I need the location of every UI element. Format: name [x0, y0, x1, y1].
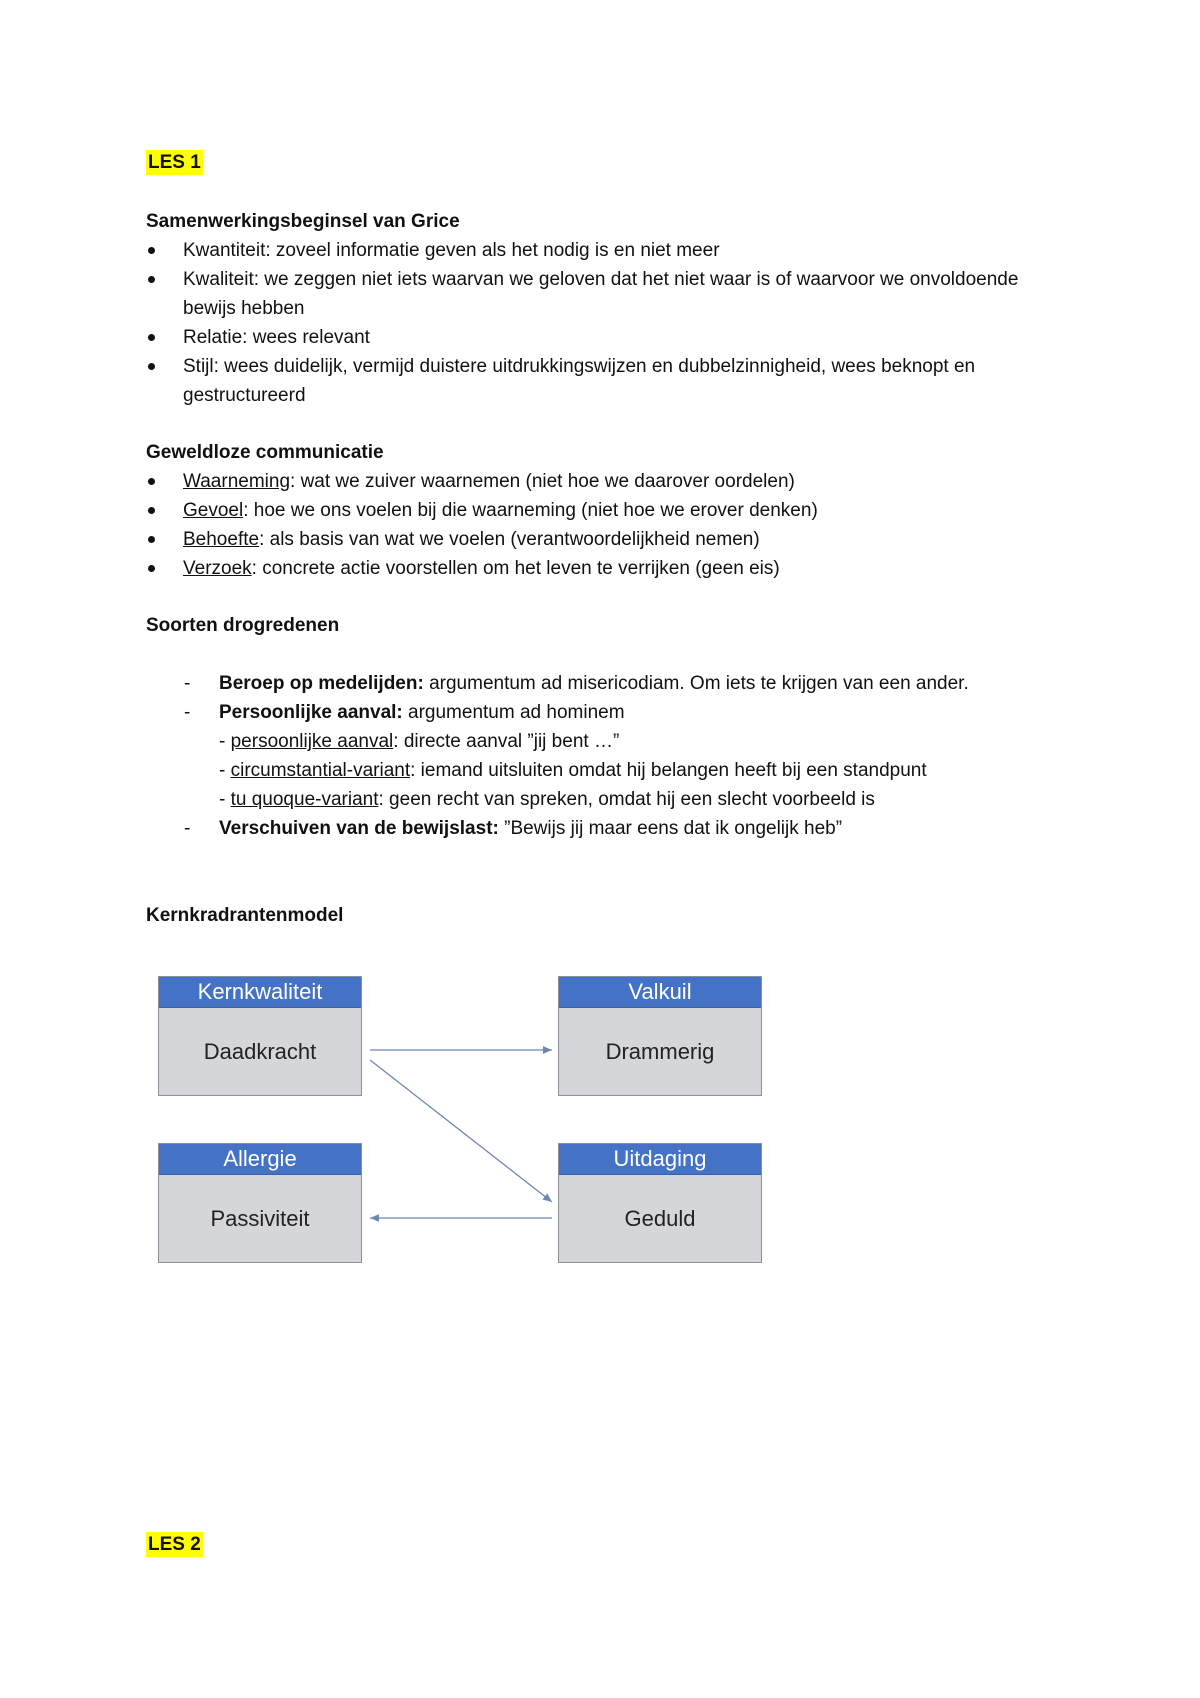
grice-item-relatie: Relatie: wees relevant: [146, 323, 1066, 352]
box-kernkwaliteit-value: Daadkracht: [203, 1039, 317, 1064]
drog-sub-persoonlijke-aanval: - persoonlijke aanval: directe aanval ”jij bent …”: [219, 731, 620, 752]
grice-item-kwaliteit: Kwaliteit: we zeggen niet iets waarvan we geloven dat het niet waar is of waarvoor we onvoldoende bewijs hebben: [146, 265, 1066, 323]
box-allergie-header: Allergie: [159, 1144, 361, 1175]
drog-list: [146, 669, 1066, 843]
drog-item-medelijden: - Beroep op medelijden: argumentum ad misericodiam. Om iets te krijgen van een ander.: [184, 673, 969, 694]
drog-item-bewijslast: - Verschuiven van de bewijslast: ”Bewijs jij maar eens dat ik ongelijk heb”: [184, 818, 843, 839]
box-valkuil-value: Drammerig: [605, 1039, 715, 1064]
grice-list: [146, 236, 1066, 410]
grice-item-kwantiteit: Kwantiteit: zoveel informatie geven als het nodig is en niet meer: [146, 236, 1066, 265]
kkm-heading: Kernkradrantenmodel: [146, 905, 344, 926]
box-uitdaging-value: Geduld: [624, 1206, 696, 1231]
gc-item-waarneming: Waarneming: wat we zuiver waarnemen (niet hoe we daarover oordelen): [146, 467, 1066, 496]
grice-item-stijl: Stijl: wees duidelijk, vermijd duistere uitdrukkingswijzen en dubbelzinnigheid, wees beknopt en gestructureerd: [146, 352, 1066, 410]
drog-item-persoonlijke-aanval: - Persoonlijke aanval: argumentum ad hominem - persoonlijke aanval: directe aanval ”jij bent …” - circumstantial-variant: iemand uitsluiten omdat hij belangen heeft bij een standpunt - tu quoque-variant: geen recht van spreken, omdat hij een slecht voorbeeld is: [146, 698, 1066, 814]
les-1-label: LES 1: [148, 152, 201, 173]
gc-heading: Geweldloze communicatie: [146, 442, 384, 463]
box-allergie-value: Passiviteit: [210, 1206, 310, 1231]
diagram-arrows: [156, 974, 776, 1274]
box-valkuil-header: Valkuil: [559, 977, 761, 1008]
document-content: [146, 148, 1066, 930]
kernkwadranten-diagram: [156, 974, 776, 1274]
grice-heading: Samenwerkingsbeginsel van Grice: [146, 211, 460, 232]
les-2-label: LES 2: [148, 1534, 201, 1555]
gc-item-gevoel: Gevoel: hoe we ons voelen bij die waarneming (niet hoe we erover denken): [146, 496, 1066, 525]
drog-heading: Soorten drogredenen: [146, 615, 340, 636]
box-kernkwaliteit-header: Kernkwaliteit: [159, 977, 361, 1008]
arrow-kernkwaliteit-to-uitdaging: [370, 1060, 552, 1202]
gc-item-verzoek: Verzoek: concrete actie voorstellen om het leven te verrijken (geen eis): [146, 554, 1066, 583]
gc-item-behoefte: Behoefte: als basis van wat we voelen (verantwoordelijkheid nemen): [146, 525, 1066, 554]
box-uitdaging-header: Uitdaging: [559, 1144, 761, 1175]
gc-list: [146, 467, 1066, 583]
drog-sub-circumstantial: - circumstantial-variant: iemand uitsluiten omdat hij belangen heeft bij een standpunt: [219, 760, 927, 781]
drog-sub-tu-quoque: - tu quoque-variant: geen recht van spreken, omdat hij een slecht voorbeeld is: [219, 789, 875, 810]
